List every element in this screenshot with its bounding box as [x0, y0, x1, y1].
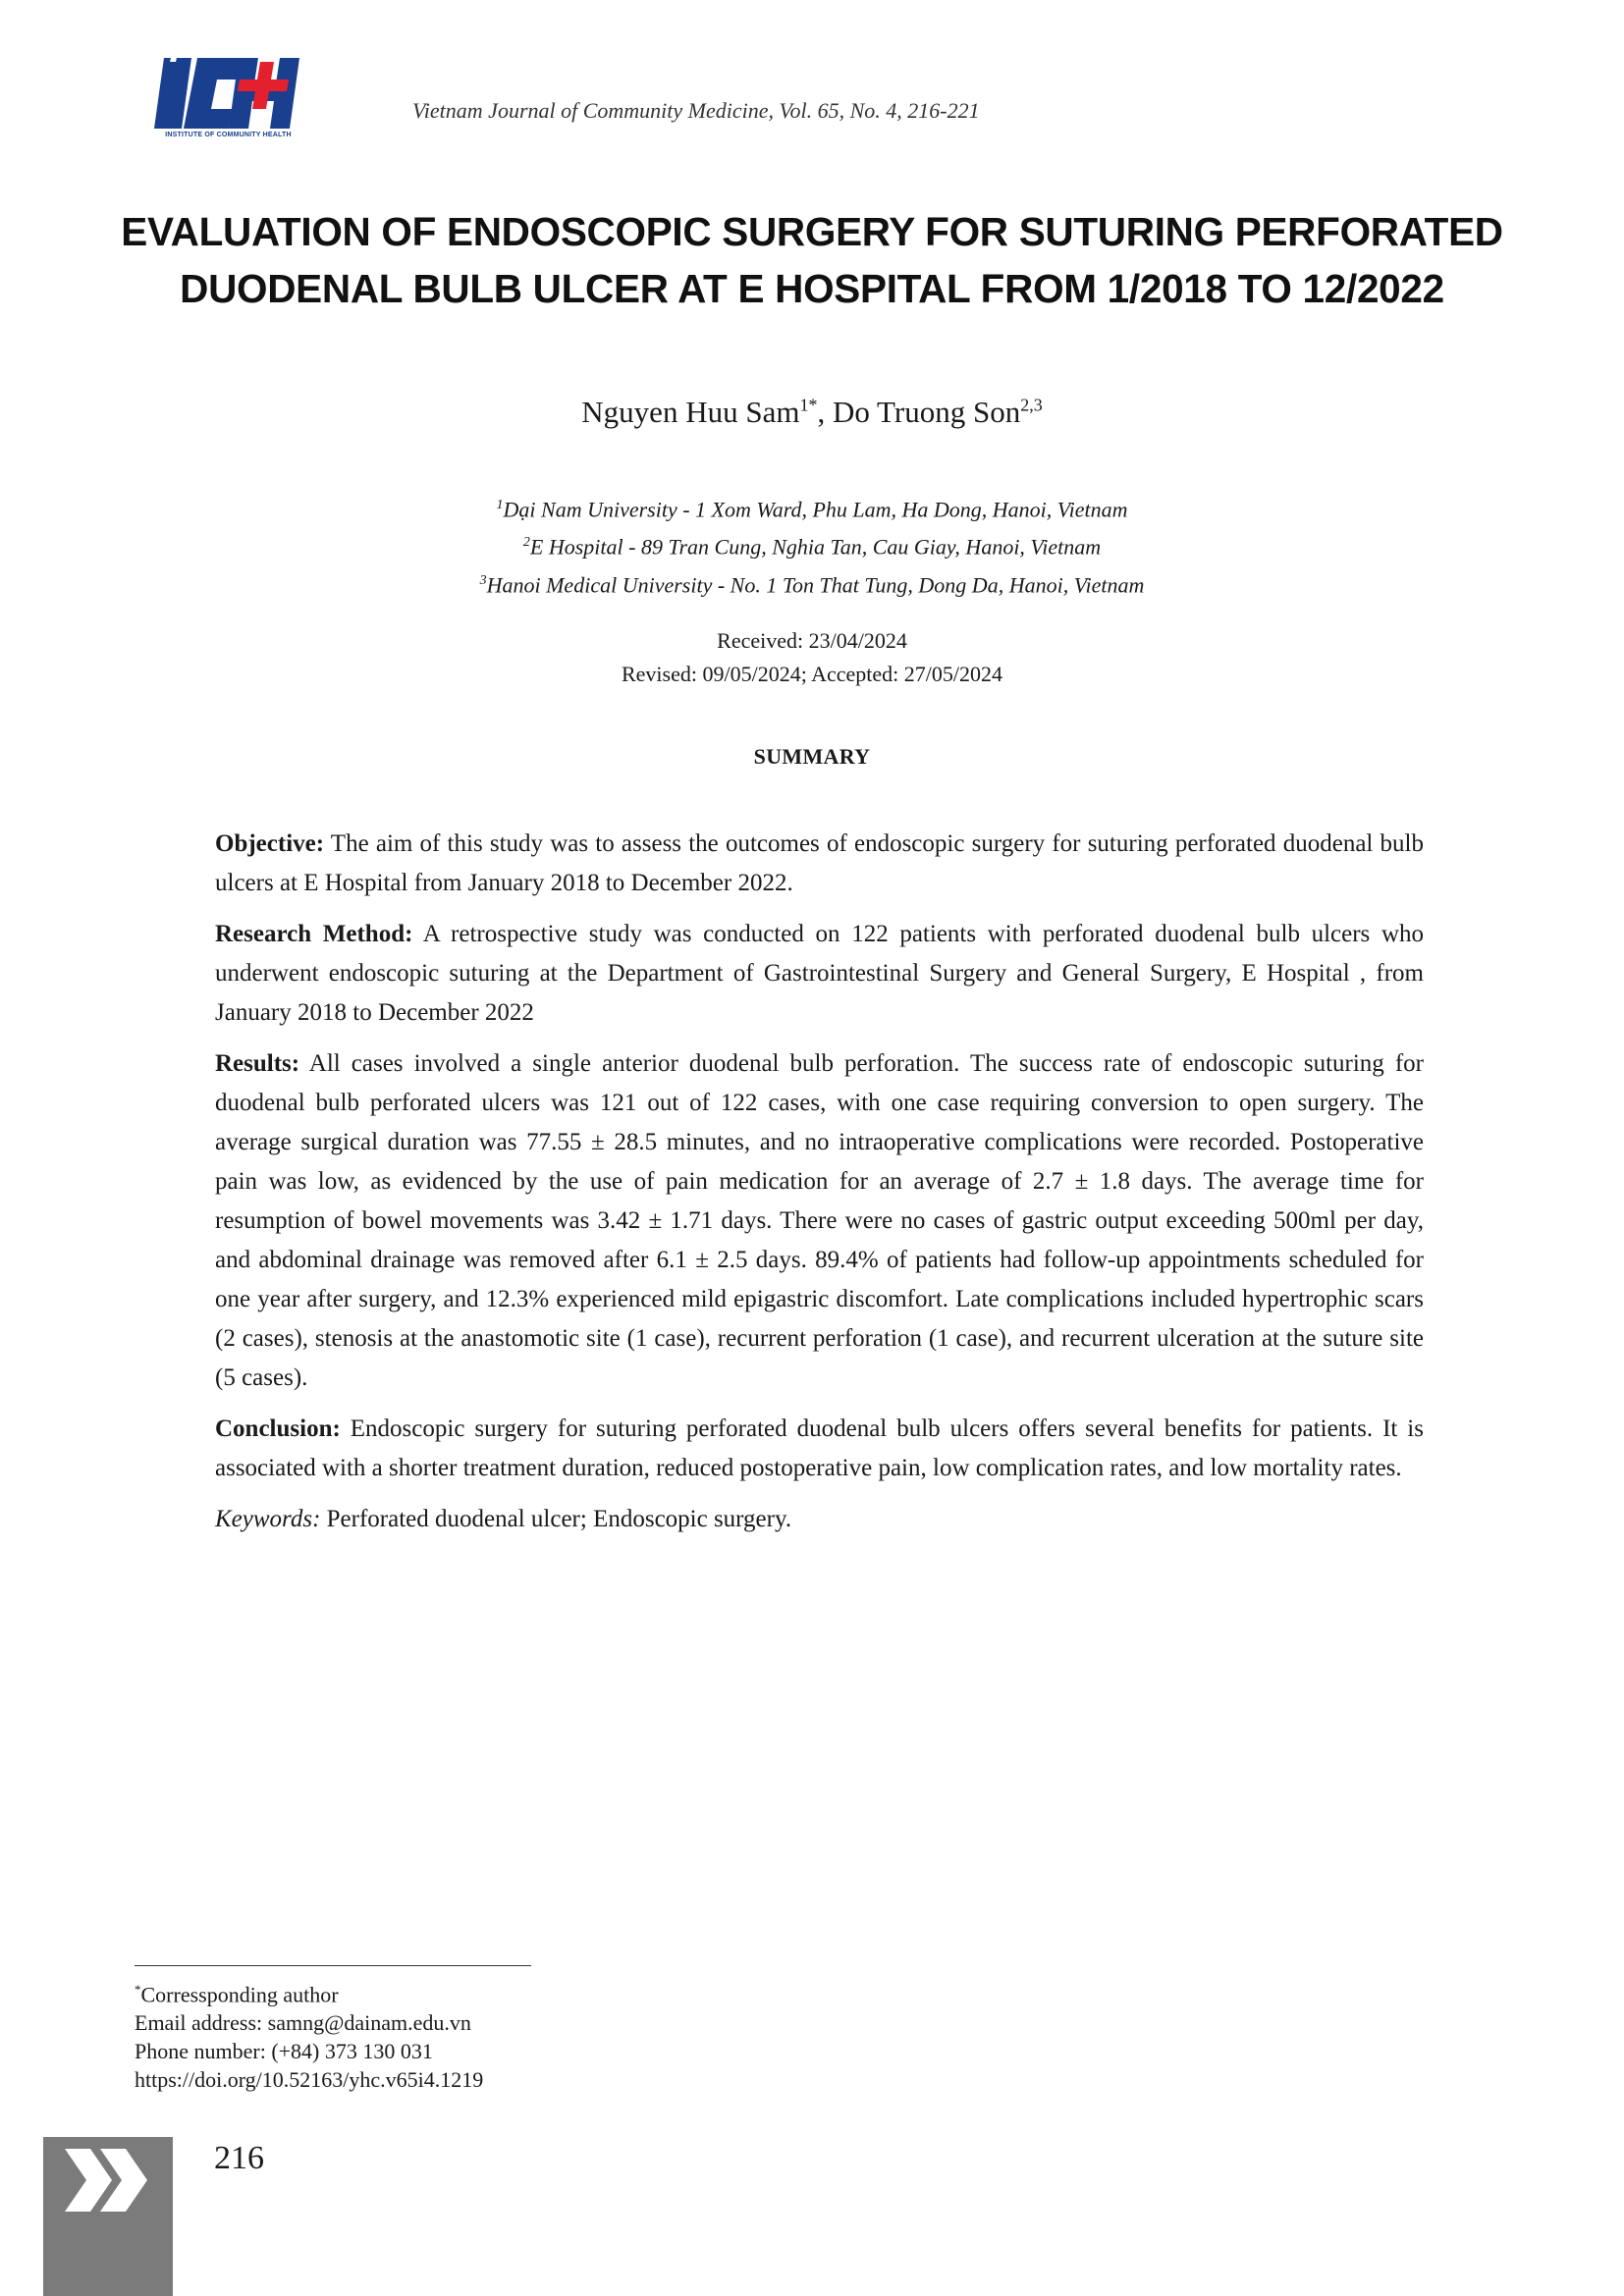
corresponding-author-note — [135, 1975, 822, 2008]
method-text: A retrospective study was conducted on 122 patients with perforated duodenal bulb ulcers who underwent endoscopic suturing at the Department of Gastrointestinal Surgery and General Surgery, E Hospital , from January 2018 to December 2022 — [215, 921, 1424, 1026]
keywords-label: Keywords: — [215, 1506, 321, 1532]
doi-link[interactable]: https://doi.org/10.52163/yhc.v65i4.1219 — [135, 2067, 484, 2093]
affiliation-2 — [0, 526, 1624, 563]
results-text: All cases involved a single anterior duodenal bulb perforation. The success rate of endoscopic suturing for duodenal bulb perforated ulcers was 121 out of 122 cases, with one case requiring conversion to open surgery. The average surgical duration was 77.55 ± 28.5 minutes, and no intraoperative complications were recorded. Postoperative pain was low, as evidenced by the use of pain medication for an average of 2.7 ± 1.8 days. The average time for resumption of bowel movements was 3.42 ± 1.71 days. There were no cases of gastric output exceeding 500ml per day, and abdominal drainage was removed after 6.1 ± 2.5 days. 89.4% of patients had follow-up appointments scheduled for one year after surgery, and 12.3% experienced mild epigastric discomfort. Late complications included hypertrophic scars (2 cases), stenosis at the anastomotic site (1 case), recurrent perforation (1 case), and recurrent ulceration at the suture site (5 cases). — [215, 1050, 1424, 1391]
conclusion-label: Conclusion: — [215, 1415, 341, 1442]
affiliation-text: Dại Nam University - 1 Xom Ward, Phu Lam, Ha Dong, Hanoi, Vietnam — [503, 497, 1128, 522]
method-paragraph — [215, 915, 1424, 1033]
received-date: Received: 23/04/2024 — [717, 628, 907, 653]
author-1: Nguyen Huu Sam — [581, 395, 800, 429]
affiliation-number: 2 — [522, 535, 530, 551]
keywords-text: Perforated duodenal ulcer; Endoscopic surgery. — [320, 1506, 792, 1532]
results-paragraph — [215, 1044, 1424, 1398]
affiliation-text: Hanoi Medical University - No. 1 Ton That Tung, Dong Da, Hanoi, Vietnam — [486, 571, 1145, 597]
author-separator: , — [817, 395, 833, 429]
journal-citation: Vietnam Journal of Community Medicine, Vol. 65, No. 4, 216-221 — [412, 98, 980, 123]
method-label: Research Method: — [215, 921, 413, 947]
journal-logo — [152, 54, 309, 144]
objective-label: Objective: — [215, 830, 325, 857]
affiliation-text: E Hospital - 89 Tran Cung, Nghia Tan, Cau Giay, Hanoi, Vietnam — [529, 534, 1102, 560]
page-tab — [43, 2137, 173, 2296]
abstract-body — [215, 825, 1424, 1551]
conclusion-paragraph — [215, 1410, 1424, 1488]
affiliation-number: 3 — [479, 572, 487, 588]
affiliation-3 — [0, 564, 1624, 602]
results-label: Results: — [215, 1050, 300, 1077]
title-line-2: DUODENAL BULB ULCER AT E HOSPITAL FROM 1/2018 TO 12/2022 — [180, 266, 1444, 311]
affiliation-1 — [0, 489, 1624, 526]
article-dates — [0, 624, 1624, 691]
footnote-divider — [135, 1965, 531, 1966]
affiliations — [0, 489, 1624, 602]
conclusion-text: Endoscopic surgery for suturing perforated duodenal bulb ulcers offers several benefits for patients. It is associated with a shorter treatment duration, reduced postoperative pain, low complication rates, and low mortality rates. — [215, 1415, 1424, 1481]
ich-logo-icon — [152, 54, 309, 133]
author-list — [0, 395, 1624, 430]
logo-caption: INSTITUTE OF COMMUNITY HEALTH — [165, 132, 292, 138]
author-1-affiliation-mark: 1* — [799, 395, 818, 415]
footnotes — [135, 1975, 822, 2094]
keywords-paragraph — [215, 1500, 1424, 1539]
objective-text: The aim of this study was to assess the outcomes of endoscopic surgery for suturing perforated duodenal bulb ulcers at E Hospital from January 2018 to December 2022. — [215, 830, 1424, 896]
footnote-marker: * — [135, 1982, 141, 1997]
title-line-1: EVALUATION OF ENDOSCOPIC SURGERY FOR SUTURING PERFORATED — [121, 209, 1503, 254]
revised-accepted-date: Revised: 09/05/2024; Accepted: 27/05/2024 — [621, 662, 1002, 686]
phone-number: Phone number: (+84) 373 130 031 — [135, 2039, 433, 2064]
email-address: Email address: samng@dainam.edu.vn — [135, 2010, 471, 2036]
paper-title — [118, 203, 1506, 317]
corresponding-author-label: Corressponding author — [140, 1982, 339, 2007]
summary-heading: SUMMARY — [753, 744, 871, 769]
author-2: Do Truong Son — [832, 395, 1021, 429]
double-chevron-icon — [43, 2137, 173, 2296]
author-2-affiliation-mark: 2,3 — [1020, 395, 1043, 415]
affiliation-number: 1 — [496, 498, 504, 512]
page-number: 216 — [214, 2140, 264, 2176]
objective-paragraph — [215, 825, 1424, 903]
